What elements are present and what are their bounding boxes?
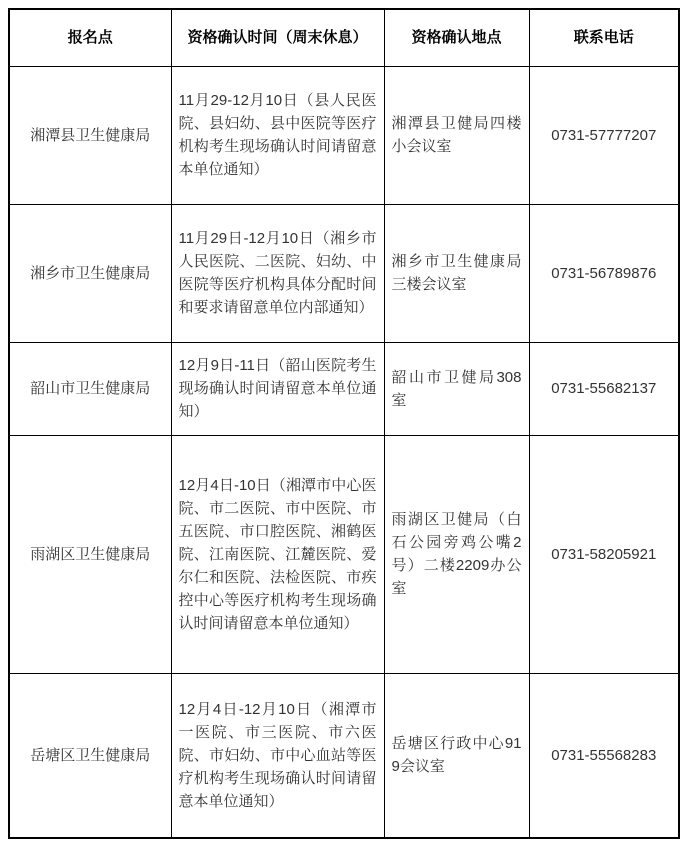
cell-location: 雨湖区卫健局（白石公园旁鸡公嘴2号）二楼2209办公室	[384, 435, 529, 673]
table-header-row	[9, 9, 679, 66]
cell-time: 12月4日-10日（湘潭市中心医院、市二医院、市中医院、市五医院、市口腔医院、湘鹤医院、江南医院、江麓医院、爱尔仁和医院、法检医院、市疾控中心等医疗机构考生现场确认时间请留意本单位通知）	[171, 435, 384, 673]
table-row	[9, 435, 679, 673]
cell-phone: 0731-56789876	[529, 204, 679, 342]
cell-time: 12月4日-12月10日（湘潭市一医院、市三医院、市六医院、市妇幼、市中心血站等医疗机构考生现场确认时间请留意本单位通知）	[171, 673, 384, 838]
cell-site: 湘乡市卫生健康局	[9, 204, 171, 342]
header-phone: 联系电话	[529, 9, 679, 66]
table-row	[9, 673, 679, 838]
table-row	[9, 66, 679, 204]
cell-location: 湘潭县卫健局四楼小会议室	[384, 66, 529, 204]
table-row	[9, 204, 679, 342]
cell-time: 12月9日-11日（韶山医院考生现场确认时间请留意本单位通知）	[171, 342, 384, 435]
cell-phone: 0731-55568283	[529, 673, 679, 838]
cell-phone: 0731-58205921	[529, 435, 679, 673]
header-time: 资格确认时间（周末休息）	[171, 9, 384, 66]
cell-location: 韶山市卫健局308室	[384, 342, 529, 435]
header-site: 报名点	[9, 9, 171, 66]
cell-phone: 0731-55682137	[529, 342, 679, 435]
cell-phone: 0731-57777207	[529, 66, 679, 204]
cell-location: 湘乡市卫生健康局三楼会议室	[384, 204, 529, 342]
cell-time: 11月29日-12月10日（湘乡市人民医院、二医院、妇幼、中医院等医疗机构具体分配时间和要求请留意单位内部通知）	[171, 204, 384, 342]
qualification-confirmation-table	[8, 8, 680, 839]
cell-site: 岳塘区卫生健康局	[9, 673, 171, 838]
table-row	[9, 342, 679, 435]
header-location: 资格确认地点	[384, 9, 529, 66]
cell-site: 湘潭县卫生健康局	[9, 66, 171, 204]
cell-site: 韶山市卫生健康局	[9, 342, 171, 435]
cell-time: 11月29-12月10日（县人民医院、县妇幼、县中医院等医疗机构考生现场确认时间请留意本单位通知）	[171, 66, 384, 204]
cell-location: 岳塘区行政中心919会议室	[384, 673, 529, 838]
cell-site: 雨湖区卫生健康局	[9, 435, 171, 673]
